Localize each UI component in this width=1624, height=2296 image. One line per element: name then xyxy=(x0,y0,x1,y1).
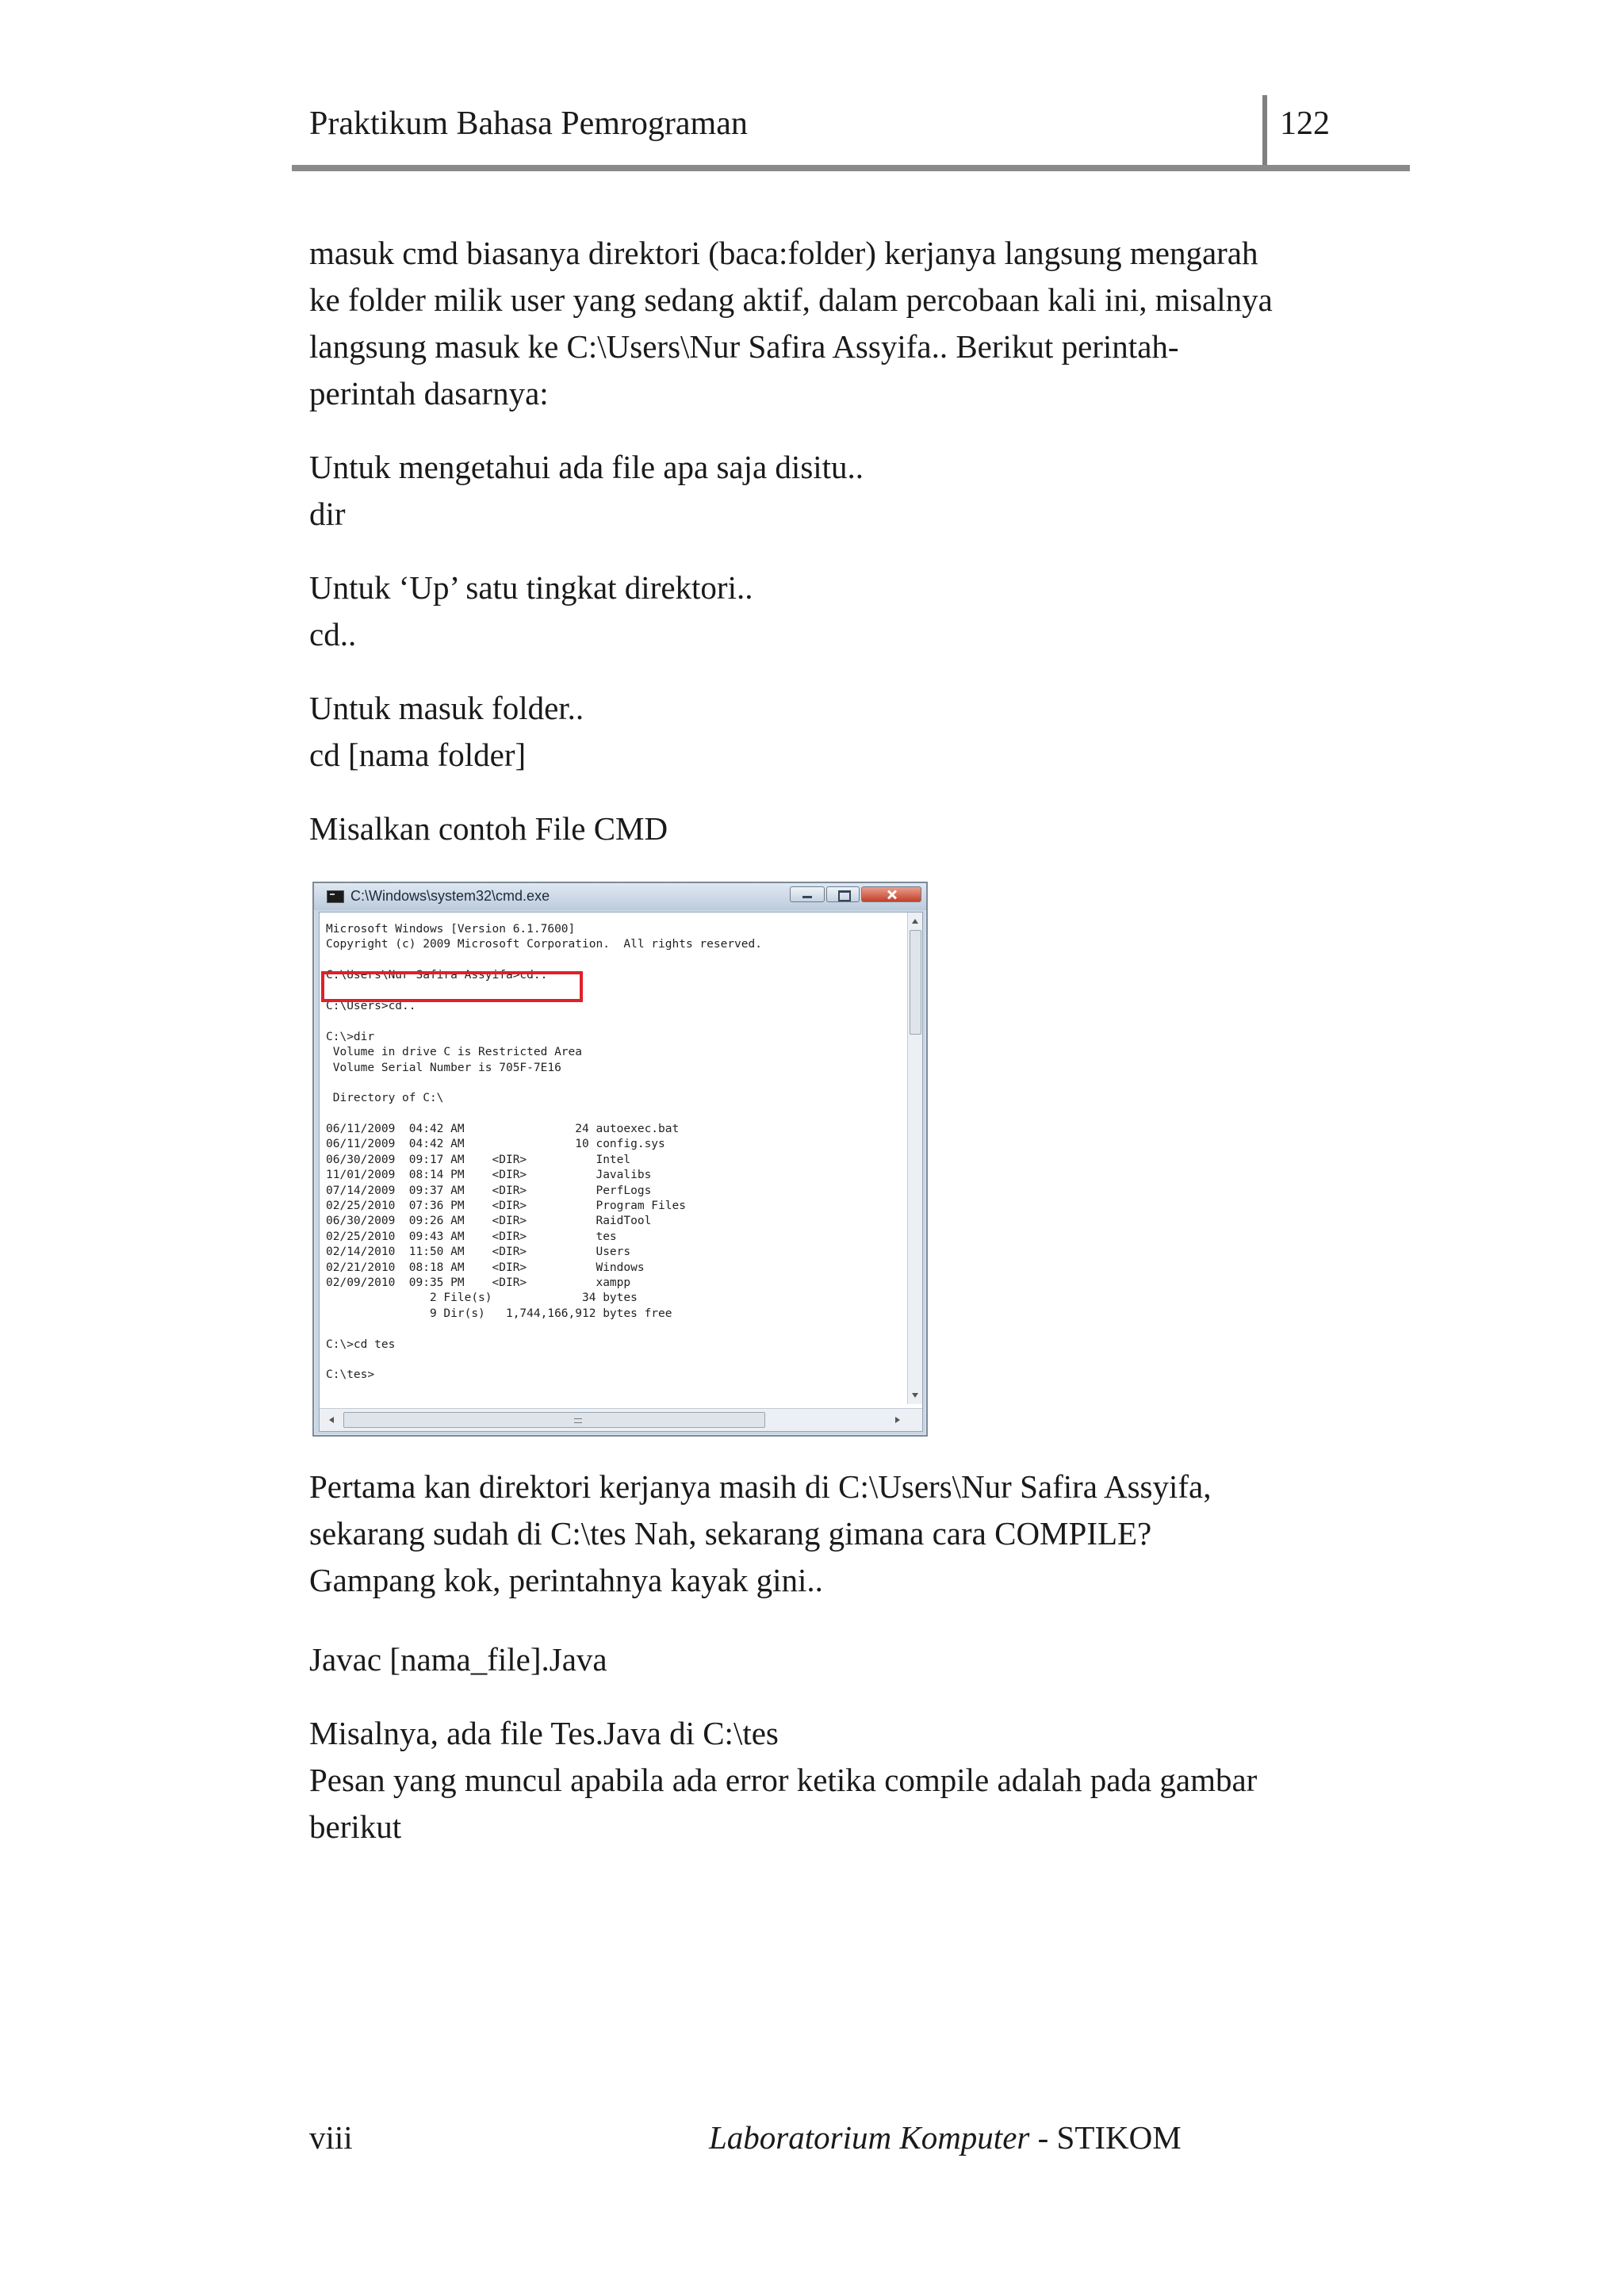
scroll-down-icon[interactable] xyxy=(912,1393,918,1398)
cmd-line: C:\tes> xyxy=(326,1368,375,1382)
command-text: cd.. xyxy=(309,616,357,652)
cmd-line: 11/01/2009 08:14 PM <DIR> Javalibs xyxy=(326,1169,652,1182)
hscroll-thumb[interactable] xyxy=(343,1412,765,1428)
example-caption-text: Misalkan contoh File CMD xyxy=(309,810,668,847)
scroll-thumb[interactable] xyxy=(910,930,921,1035)
cmd-line: 06/30/2009 09:17 AM <DIR> Intel xyxy=(326,1153,631,1166)
footer-lab-italic: Laboratorium Komputer xyxy=(709,2119,1030,2156)
cmd-titlebar xyxy=(314,883,926,910)
cmd-window-screenshot xyxy=(312,882,928,1437)
horizontal-scrollbar[interactable] xyxy=(320,1408,922,1431)
cmd-line: 02/25/2010 09:43 AM <DIR> tes xyxy=(326,1230,617,1243)
cmd-line: 02/14/2010 11:50 AM <DIR> Users xyxy=(326,1246,631,1259)
after-line: Pertama kan direktori kerjanya masih di C:\Users\Nur Safira Assyifa, xyxy=(309,1468,1212,1505)
grip-icon xyxy=(574,1418,582,1423)
javac-command-text: Javac [nama_file].Java xyxy=(309,1641,607,1678)
header-rule xyxy=(292,165,1410,171)
footer-lab-rest: - STIKOM xyxy=(1029,2119,1182,2156)
cmd-line: 06/11/2009 04:42 AM 24 autoexec.bat xyxy=(326,1123,680,1136)
header-divider xyxy=(1262,95,1267,168)
cmd-line: 2 File(s) 34 bytes xyxy=(326,1292,638,1305)
cmd-line: C:\>dir xyxy=(326,1030,375,1043)
minimize-icon[interactable] xyxy=(790,886,825,902)
command-text: dir xyxy=(309,496,346,532)
cmd-line: Copyright (c) 2009 Microsoft Corporation. All rights reserved. xyxy=(326,938,762,951)
footer-lab-name xyxy=(709,2118,1182,2156)
after-line: sekarang sudah di C:\tes Nah, sekarang gimana cara COMPILE? xyxy=(309,1515,1152,1552)
footer-roman-page: viii xyxy=(309,2119,353,2156)
command-description: Untuk mengetahui ada file apa saja disitu.. xyxy=(309,449,864,485)
scroll-right-icon[interactable] xyxy=(895,1417,900,1423)
misal-line: Misalnya, ada file Tes.Java di C:\tes xyxy=(309,1715,779,1751)
cmd-line: 06/30/2009 09:26 AM <DIR> RaidTool xyxy=(326,1215,652,1228)
after-line: Gampang kok, perintahnya kayak gini.. xyxy=(309,1562,823,1598)
cmd-window-title: C:\Windows\system32\cmd.exe xyxy=(350,888,550,904)
example-caption xyxy=(309,806,1396,852)
command-folder xyxy=(309,685,1396,779)
cmd-line: C:\Users>cd.. xyxy=(326,999,416,1012)
javac-command xyxy=(309,1636,1396,1683)
cmd-line: 02/21/2010 08:18 AM <DIR> Windows xyxy=(326,1261,645,1274)
command-description: Untuk ‘Up’ satu tingkat direktori.. xyxy=(309,569,753,606)
scroll-up-icon[interactable] xyxy=(912,919,918,924)
command-dir xyxy=(309,444,1396,538)
command-up xyxy=(309,564,1396,658)
cmd-line: C:\>cd tes xyxy=(326,1337,396,1351)
header-page-number: 122 xyxy=(1280,105,1330,142)
command-text: cd [nama folder] xyxy=(309,737,527,773)
cmd-app-icon xyxy=(327,890,344,903)
misal-line: Pesan yang muncul apabila ada error ketika compile adalah pada gambar xyxy=(309,1762,1258,1798)
command-description: Untuk masuk folder.. xyxy=(309,690,584,726)
cmd-line xyxy=(326,953,897,968)
intro-line: ke folder milik user yang sedang aktif, dalam percobaan kali ini, misalnya xyxy=(309,281,1273,318)
intro-line: langsung masuk ke C:\Users\Nur Safira Assyifa.. Berikut perintah- xyxy=(309,328,1179,365)
intro-paragraph xyxy=(309,230,1396,417)
cmd-line xyxy=(326,1014,897,1029)
vertical-scrollbar[interactable] xyxy=(907,913,922,1404)
intro-line: masuk cmd biasanya direktori (baca:folder) kerjanya langsung mengarah xyxy=(309,235,1258,271)
maximize-icon[interactable] xyxy=(826,886,860,902)
cmd-line: Directory of C:\ xyxy=(326,1092,444,1105)
cmd-line: 9 Dir(s) 1,744,166,912 bytes free xyxy=(326,1307,672,1320)
cmd-line: C:\Users\Nur Safira Assyifa>cd.. xyxy=(326,969,548,982)
cmd-line: Microsoft Windows [Version 6.1.7600] xyxy=(326,923,576,936)
cmd-line xyxy=(326,1076,897,1091)
cmd-line xyxy=(326,1353,897,1368)
cmd-line: 06/11/2009 04:42 AM 10 config.sys xyxy=(326,1138,665,1151)
close-icon[interactable] xyxy=(861,886,921,902)
after-paragraph xyxy=(309,1464,1396,1604)
cmd-line: Volume in drive C is Restricted Area xyxy=(326,1046,583,1059)
cmd-console-area[interactable] xyxy=(319,912,923,1432)
cmd-line xyxy=(326,1107,897,1122)
cmd-line xyxy=(326,1322,897,1337)
cmd-line: 07/14/2009 09:37 AM <DIR> PerfLogs xyxy=(326,1184,652,1197)
misal-line: berikut xyxy=(309,1808,402,1845)
header-title: Praktikum Bahasa Pemrograman xyxy=(309,105,748,142)
scroll-left-icon[interactable] xyxy=(329,1417,334,1423)
cmd-line: 02/25/2010 07:36 PM <DIR> Program Files xyxy=(326,1200,686,1213)
cmd-line: Volume Serial Number is 705F-7E16 xyxy=(326,1061,561,1074)
cmd-line: 02/09/2010 09:35 PM <DIR> xampp xyxy=(326,1276,631,1289)
intro-line: perintah dasarnya: xyxy=(309,375,549,411)
misal-paragraph xyxy=(309,1710,1396,1850)
highlight-box-users-prompt xyxy=(321,971,583,1002)
